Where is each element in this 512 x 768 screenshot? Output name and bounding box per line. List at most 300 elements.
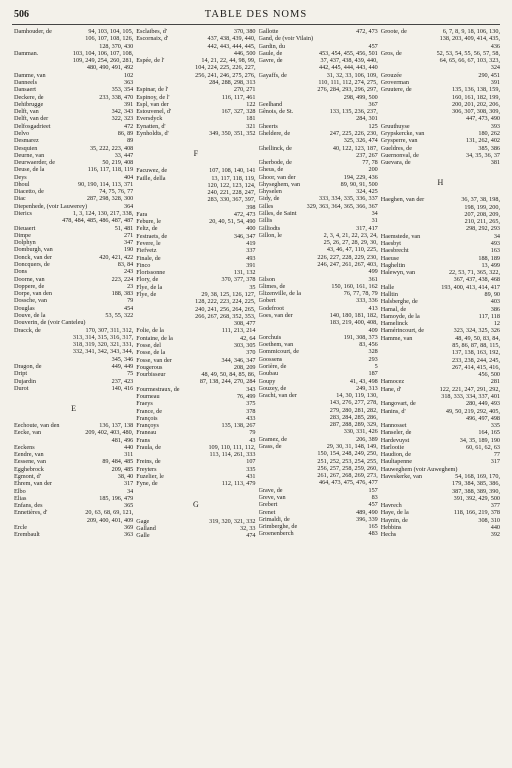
leader-space bbox=[290, 516, 356, 523]
entry-pages-continued: 283, 330, 367, 397, bbox=[207, 196, 256, 204]
index-entry bbox=[259, 217, 378, 224]
leader-space bbox=[282, 356, 368, 363]
leader-space bbox=[37, 79, 124, 86]
entry-name: Fourneau bbox=[136, 392, 160, 400]
leader-space bbox=[37, 145, 90, 152]
leader-space bbox=[52, 290, 112, 297]
entry-name: Grave, de bbox=[258, 486, 283, 494]
entry-pages: 353, 354 bbox=[111, 86, 134, 94]
index-entry bbox=[136, 357, 255, 364]
leader-space bbox=[167, 28, 234, 35]
index-entry bbox=[381, 123, 500, 130]
leader-space bbox=[418, 298, 491, 305]
entry-name: Delvo bbox=[14, 129, 30, 137]
index-entry bbox=[136, 371, 255, 378]
entry-pages-continued: 446, 500 bbox=[233, 49, 256, 57]
index-entry bbox=[136, 393, 255, 400]
leader-space bbox=[401, 240, 491, 247]
entry-name: Geelhand bbox=[258, 100, 283, 108]
index-entry bbox=[259, 283, 378, 290]
entry-name: Goes, van der bbox=[258, 311, 293, 319]
entry-name: Espinoy, de l' bbox=[136, 93, 170, 101]
entry-pages: 393 bbox=[490, 122, 500, 130]
index-entry bbox=[14, 276, 133, 283]
entry-name: Damme, van bbox=[14, 71, 46, 79]
leader-space bbox=[411, 451, 494, 458]
entry-pages-continued: 128, 370, 430 bbox=[99, 42, 134, 50]
leader-space bbox=[278, 370, 368, 377]
leader-space bbox=[161, 218, 209, 225]
index-entry bbox=[136, 108, 255, 115]
leader-space bbox=[409, 437, 460, 444]
leader-space bbox=[404, 444, 466, 451]
leader-space bbox=[272, 217, 371, 224]
entry-pages-continued: 207, 208, 209, bbox=[464, 210, 500, 218]
entry-pages: 116, 117, 118, 119 bbox=[87, 166, 134, 174]
entry-pages: 76, 499 bbox=[236, 392, 256, 400]
entry-name: Dehibrugge bbox=[14, 100, 44, 108]
entry-pages-continued: 284, 301 bbox=[356, 115, 378, 123]
leader-space bbox=[411, 159, 491, 166]
entry-pages-continued: 43, 46, 47, 110, 225, bbox=[326, 246, 378, 254]
index-entry bbox=[14, 261, 133, 268]
entry-name: Haultapenne bbox=[380, 458, 413, 466]
leader-space bbox=[402, 72, 479, 79]
entry-pages: 48, 49, 50, 83, 84, bbox=[455, 334, 500, 342]
entry-name: Gillon, le bbox=[258, 231, 282, 239]
index-entry bbox=[259, 101, 378, 108]
index-entry bbox=[381, 291, 500, 298]
entry-pages: 343 bbox=[246, 385, 256, 393]
index-entry bbox=[381, 50, 500, 57]
entry-pages: 42, 64 bbox=[240, 334, 256, 342]
leader-space bbox=[164, 57, 201, 64]
entry-pages: 474 bbox=[246, 532, 256, 540]
entry-name: Galle bbox=[136, 532, 150, 540]
leader-space bbox=[149, 518, 209, 525]
entry-name: Haesbrecht bbox=[380, 247, 409, 255]
index-entry bbox=[136, 211, 255, 218]
index-entry bbox=[14, 188, 133, 195]
leader-space bbox=[158, 415, 247, 422]
entry-pages: 209, 485 bbox=[111, 465, 134, 473]
entry-name: Fuzelier, le bbox=[136, 473, 164, 481]
entry-pages-continued: 409 bbox=[368, 326, 378, 334]
leader-space bbox=[157, 466, 247, 473]
leader-space bbox=[162, 115, 246, 122]
leader-space bbox=[52, 480, 124, 487]
index-entry bbox=[259, 35, 378, 42]
index-entry bbox=[259, 297, 378, 304]
index-entry bbox=[259, 487, 378, 494]
leader-space bbox=[420, 313, 479, 320]
entry-pages: 323, 324, 325, 326 bbox=[453, 327, 500, 335]
entry-pages: 131, 132 bbox=[233, 269, 256, 277]
entry-name: Haveskerke, van bbox=[380, 473, 422, 481]
index-entry bbox=[136, 115, 255, 122]
entry-pages: 6, 7, 8, 9, 18, 106, 130, bbox=[442, 28, 500, 35]
section-letter: F bbox=[193, 149, 199, 159]
entry-pages-continued: 318, 333, 334, 337, 401 bbox=[441, 392, 500, 400]
entry-pages-continued: 251, 252, 253, 254, 255, bbox=[317, 457, 378, 465]
leader-space bbox=[278, 123, 369, 130]
entry-pages: 404 bbox=[123, 173, 134, 181]
index-entry bbox=[136, 327, 255, 334]
leader-space bbox=[402, 502, 491, 509]
entry-name: Gayaffs, de bbox=[258, 71, 287, 79]
entry-name: Espl, van der bbox=[136, 100, 169, 108]
leader-space bbox=[162, 364, 233, 371]
leader-space bbox=[457, 466, 500, 473]
entry-name: Gilson bbox=[258, 275, 276, 283]
leader-space bbox=[277, 501, 368, 508]
entry-name: Gobert bbox=[258, 297, 276, 305]
index-entry bbox=[136, 101, 255, 108]
leader-space bbox=[405, 262, 481, 269]
entry-name: Hamal, de bbox=[380, 305, 407, 313]
entry-pages: 103, 104, 106, 107, 108, bbox=[72, 49, 134, 57]
leader-space bbox=[44, 451, 125, 458]
entry-pages: 185, 196, 479 bbox=[99, 494, 134, 502]
leader-space bbox=[166, 123, 247, 130]
index-entry bbox=[14, 502, 133, 509]
entry-name: Ehrem, van der bbox=[14, 480, 52, 488]
entry-name: Flye, de bbox=[136, 291, 157, 298]
entry-pages: 449, 449 bbox=[111, 362, 134, 370]
entry-pages: 280, 449, 493 bbox=[465, 400, 500, 408]
index-entry bbox=[14, 86, 133, 93]
entry-name: Gommicourt, de bbox=[258, 348, 300, 356]
entry-name: Flory, de bbox=[136, 276, 159, 284]
entry-pages: 150, 160, 161, 162 bbox=[331, 282, 378, 290]
leader-space bbox=[158, 276, 221, 283]
entry-pages: 111, 213, 214 bbox=[221, 327, 256, 335]
leader-space bbox=[55, 159, 102, 166]
entry-name: Deys bbox=[14, 173, 27, 181]
entry-pages: 489, 490 bbox=[356, 508, 378, 516]
leader-space bbox=[282, 50, 319, 57]
leader-space bbox=[32, 210, 73, 217]
entry-pages-continued: 85, 86, 87, 88, 115, bbox=[452, 341, 500, 349]
index-entry bbox=[136, 400, 255, 407]
index-entry bbox=[14, 123, 133, 130]
leader-space bbox=[40, 531, 124, 538]
leader-space bbox=[286, 363, 374, 370]
leader-space bbox=[29, 130, 118, 137]
entry-name: Durot bbox=[14, 384, 29, 392]
entry-pages: 180, 262 bbox=[478, 129, 500, 137]
entry-name: Groenenberch bbox=[258, 530, 294, 538]
leader-space bbox=[47, 509, 85, 516]
leader-space bbox=[35, 305, 124, 312]
index-entry bbox=[136, 415, 255, 422]
section-letter: H bbox=[437, 178, 444, 188]
index-entry bbox=[136, 444, 255, 451]
index-entry bbox=[14, 174, 133, 181]
index-entry bbox=[136, 218, 255, 225]
index-entry bbox=[136, 233, 255, 240]
entry-pages-continued: 246, 247, 261, 267, 403, bbox=[317, 261, 378, 268]
index-entry bbox=[259, 530, 378, 537]
index-entry bbox=[14, 466, 133, 473]
leader-space bbox=[407, 28, 443, 35]
leader-space bbox=[282, 188, 356, 195]
entry-pages-continued: 313, 314, 315, 316, 317, bbox=[72, 333, 134, 341]
entry-pages: 453, 454, 455, 456, 501 bbox=[318, 49, 378, 57]
entry-name: Eynholdts, d' bbox=[136, 129, 169, 137]
entry-name: Hamocez bbox=[380, 378, 405, 386]
leader-space bbox=[406, 408, 446, 415]
index-columns bbox=[14, 28, 500, 760]
index-entry bbox=[259, 174, 378, 181]
entry-pages: 76, 77, 78, 79 bbox=[343, 290, 378, 298]
entry-pages-continued: 210, 211, 265, bbox=[464, 218, 500, 226]
index-entry bbox=[381, 240, 500, 247]
leader-space bbox=[282, 101, 368, 108]
leader-space bbox=[280, 225, 356, 232]
index-entry bbox=[381, 137, 500, 144]
index-entry bbox=[136, 437, 255, 444]
leader-space bbox=[161, 342, 234, 349]
index-entry bbox=[136, 269, 255, 276]
index-entry bbox=[14, 444, 133, 451]
entry-pages: 117, 118 bbox=[478, 312, 500, 320]
index-entry bbox=[136, 240, 255, 247]
entry-name: Douglas bbox=[14, 304, 35, 312]
entry-pages: 35 bbox=[249, 283, 256, 291]
entry-pages: 191, 308, 373 bbox=[343, 333, 378, 341]
index-entry bbox=[14, 130, 133, 137]
index-entry bbox=[381, 145, 500, 152]
entry-pages: 311 bbox=[124, 451, 134, 459]
index-entry bbox=[14, 531, 133, 538]
entry-name: Grimaldi, de bbox=[258, 515, 290, 523]
index-entry bbox=[259, 523, 378, 530]
entry-name: Hamoyde, de la bbox=[380, 312, 420, 320]
entry-pages: 370, 377, 378 bbox=[221, 276, 256, 284]
entry-name: Febure, le bbox=[136, 218, 161, 226]
leader-space bbox=[407, 422, 491, 429]
leader-space bbox=[50, 261, 118, 268]
index-entry bbox=[259, 166, 378, 173]
index-entry bbox=[259, 290, 378, 297]
entry-name: Hagheltin bbox=[380, 261, 406, 269]
leader-space bbox=[44, 283, 127, 290]
entry-name: Haynin, de bbox=[380, 516, 408, 524]
leader-space bbox=[28, 385, 111, 392]
leader-space bbox=[411, 429, 478, 436]
entry-name: Erembault bbox=[14, 531, 40, 539]
index-entry bbox=[136, 458, 255, 465]
entry-pages: 122, 221, 247, 291, 292, bbox=[439, 385, 500, 393]
index-entry bbox=[14, 72, 133, 79]
entry-pages: 140, 416 bbox=[111, 384, 134, 392]
entry-pages-continued: 106, 107, 108, 126, bbox=[85, 35, 134, 43]
entry-name: Esclaibes, d' bbox=[136, 28, 167, 35]
entry-pages: 209, 402, 403, 480, bbox=[85, 429, 134, 437]
entry-pages: 116, 117, 461 bbox=[221, 93, 256, 101]
entry-pages-continued: 367, 437, 438, 468 bbox=[453, 276, 500, 284]
leader-space bbox=[164, 473, 246, 480]
index-entry bbox=[381, 408, 500, 415]
entry-pages: 367 bbox=[368, 100, 378, 108]
entry-pages: 49, 50, 219, 292, 405, bbox=[445, 407, 500, 415]
index-entry bbox=[14, 385, 133, 392]
index-entry bbox=[14, 378, 133, 385]
entry-name: Hamérincourt, de bbox=[380, 327, 425, 335]
index-entry bbox=[381, 255, 500, 262]
index-entry bbox=[136, 28, 255, 35]
entry-name: Goethem, van bbox=[258, 341, 294, 349]
entry-pages: 122 bbox=[246, 100, 256, 108]
entry-pages: 321 bbox=[246, 122, 256, 130]
entry-name: Diac bbox=[14, 195, 26, 203]
entry-pages: 375 bbox=[246, 400, 256, 408]
entry-pages: 29, 30, 31, 148, 149, bbox=[326, 443, 378, 451]
entry-name: Ercle bbox=[14, 524, 28, 531]
entry-pages: 118, 166, 219, 378 bbox=[453, 509, 500, 517]
leader-space bbox=[424, 327, 454, 334]
leader-space bbox=[313, 35, 378, 42]
index-entry bbox=[259, 363, 378, 370]
leader-space bbox=[156, 525, 240, 532]
index-entry bbox=[14, 28, 133, 35]
index-entry bbox=[259, 334, 378, 341]
entry-pages: 133, 135, 236, 237, bbox=[329, 108, 378, 116]
entry-pages-continued: 387, 388, 389, 390, bbox=[452, 487, 500, 495]
entry-name: Gidy, de bbox=[258, 195, 280, 203]
entry-pages: 187 bbox=[368, 370, 378, 378]
entry-name: Douverin, de (voir Canteleu) bbox=[14, 319, 86, 327]
index-entry bbox=[381, 79, 500, 86]
index-entry bbox=[14, 509, 133, 516]
index-entry bbox=[259, 370, 378, 377]
entry-name: Gorière, de bbox=[258, 362, 287, 370]
entry-pages: 440 bbox=[490, 524, 500, 531]
entry-pages-continued: 279, 280, 281, 282, bbox=[329, 406, 378, 414]
index-entry bbox=[259, 50, 378, 57]
entry-pages-continued: 283, 284, 285, 286, bbox=[329, 413, 378, 421]
index-entry bbox=[259, 210, 378, 217]
index-entry bbox=[381, 378, 500, 385]
entry-pages: 391 bbox=[490, 78, 500, 86]
entry-name: Deuse, de la bbox=[14, 166, 45, 174]
index-entry bbox=[381, 524, 500, 531]
entry-name: Dierics bbox=[14, 210, 32, 218]
entry-name: Gorchuis bbox=[258, 333, 282, 341]
entry-name: Ghoor, van der bbox=[258, 173, 296, 181]
index-entry bbox=[259, 392, 378, 399]
entry-name: Haeuse bbox=[380, 254, 399, 262]
entry-name: Gouzey, de bbox=[258, 384, 287, 392]
leader-space bbox=[172, 357, 222, 364]
entry-name: Enfans, des bbox=[14, 502, 43, 510]
entry-pages: 328 bbox=[368, 348, 378, 356]
section-letter: G bbox=[192, 499, 199, 509]
index-entry bbox=[14, 239, 133, 246]
leader-space bbox=[279, 195, 319, 202]
index-entry bbox=[136, 525, 255, 532]
entry-name: Diepenhede, (voir Lauwerey) bbox=[14, 202, 88, 210]
index-entry bbox=[381, 437, 500, 444]
entry-pages: 90, 190, 114, 113, 371 bbox=[78, 180, 134, 188]
entry-pages: 364 bbox=[123, 202, 134, 210]
entry-pages: 400 bbox=[246, 225, 256, 233]
leader-space bbox=[283, 166, 368, 173]
entry-name: Gilles bbox=[258, 202, 274, 210]
index-entry bbox=[259, 341, 378, 348]
entry-name: Fourmestraux, de bbox=[136, 385, 180, 393]
entry-name: Gramez, de bbox=[258, 435, 288, 443]
index-entry bbox=[14, 451, 133, 458]
entry-pages: 74, 75, 76, 77 bbox=[99, 188, 134, 196]
entry-name: Halltin bbox=[380, 291, 398, 298]
entry-pages: 125 bbox=[368, 122, 378, 130]
leader-space bbox=[401, 386, 440, 393]
entry-name: Greve, van bbox=[258, 494, 286, 501]
leader-space bbox=[283, 57, 321, 64]
entry-name: Dieuaert bbox=[14, 224, 36, 232]
leader-space bbox=[44, 152, 114, 159]
entry-pages: 41, 43, 498 bbox=[349, 377, 378, 385]
entry-pages-continued: 345, 346 bbox=[111, 355, 134, 363]
entry-name: Gruuthuyse bbox=[380, 122, 410, 130]
entry-pages-continued: 298, 292, 293 bbox=[465, 225, 500, 233]
entry-pages: 437, 438, 439, 440, bbox=[207, 35, 256, 43]
index-entry bbox=[259, 348, 378, 355]
entry-pages-continued: 150, 154, 248, 249, 250, bbox=[317, 450, 378, 458]
leader-space bbox=[39, 137, 127, 144]
index-entry bbox=[381, 458, 500, 465]
entry-pages: 23 bbox=[127, 282, 134, 290]
leader-space bbox=[412, 145, 478, 152]
leader-space bbox=[45, 312, 105, 319]
entry-pages: 363 bbox=[123, 78, 134, 86]
entry-pages-continued: 64, 65, 66, 67, 103, 323, bbox=[439, 57, 500, 65]
leader-space bbox=[409, 247, 491, 254]
entry-pages: 249, 313 bbox=[356, 384, 378, 392]
entry-name: Hanins, d' bbox=[380, 407, 406, 415]
entry-name: Glizenville, de la bbox=[258, 290, 301, 298]
entry-pages-continued: 240, 241, 256, 264, 265, bbox=[195, 305, 256, 313]
leader-space bbox=[44, 166, 87, 173]
entry-pages: 287, 298, 328, 300 bbox=[86, 195, 134, 203]
leader-space bbox=[156, 429, 249, 436]
entry-name: Delft, van der bbox=[14, 115, 49, 123]
entry-pages: 391 bbox=[123, 100, 134, 108]
leader-space bbox=[39, 108, 112, 115]
entry-pages-continued: 120, 122, 123, 124, bbox=[207, 181, 256, 189]
entry-name: Festraets, de bbox=[136, 232, 168, 240]
leader-space bbox=[168, 86, 234, 93]
entry-name: Espée, de l' bbox=[136, 57, 165, 65]
entry-name: Grouzée bbox=[380, 71, 402, 79]
entry-pages: 493 bbox=[490, 240, 500, 248]
index-entry bbox=[381, 72, 500, 79]
entry-name: Faille, della bbox=[136, 174, 166, 182]
leader-space bbox=[293, 341, 359, 348]
entry-pages: 34, 35, 36, 37 bbox=[465, 151, 500, 159]
entry-pages: 431 bbox=[246, 473, 256, 481]
index-entry bbox=[14, 495, 133, 502]
entry-pages: 243 bbox=[123, 268, 134, 276]
entry-pages: 79 bbox=[127, 297, 134, 305]
entry-pages: 34 bbox=[371, 210, 378, 218]
entry-name: Diacetto, de bbox=[14, 188, 44, 196]
entry-name: Galland bbox=[136, 524, 156, 532]
entry-name: Fosse, de la bbox=[136, 349, 166, 357]
entry-name: Grysperre, van bbox=[380, 137, 418, 145]
